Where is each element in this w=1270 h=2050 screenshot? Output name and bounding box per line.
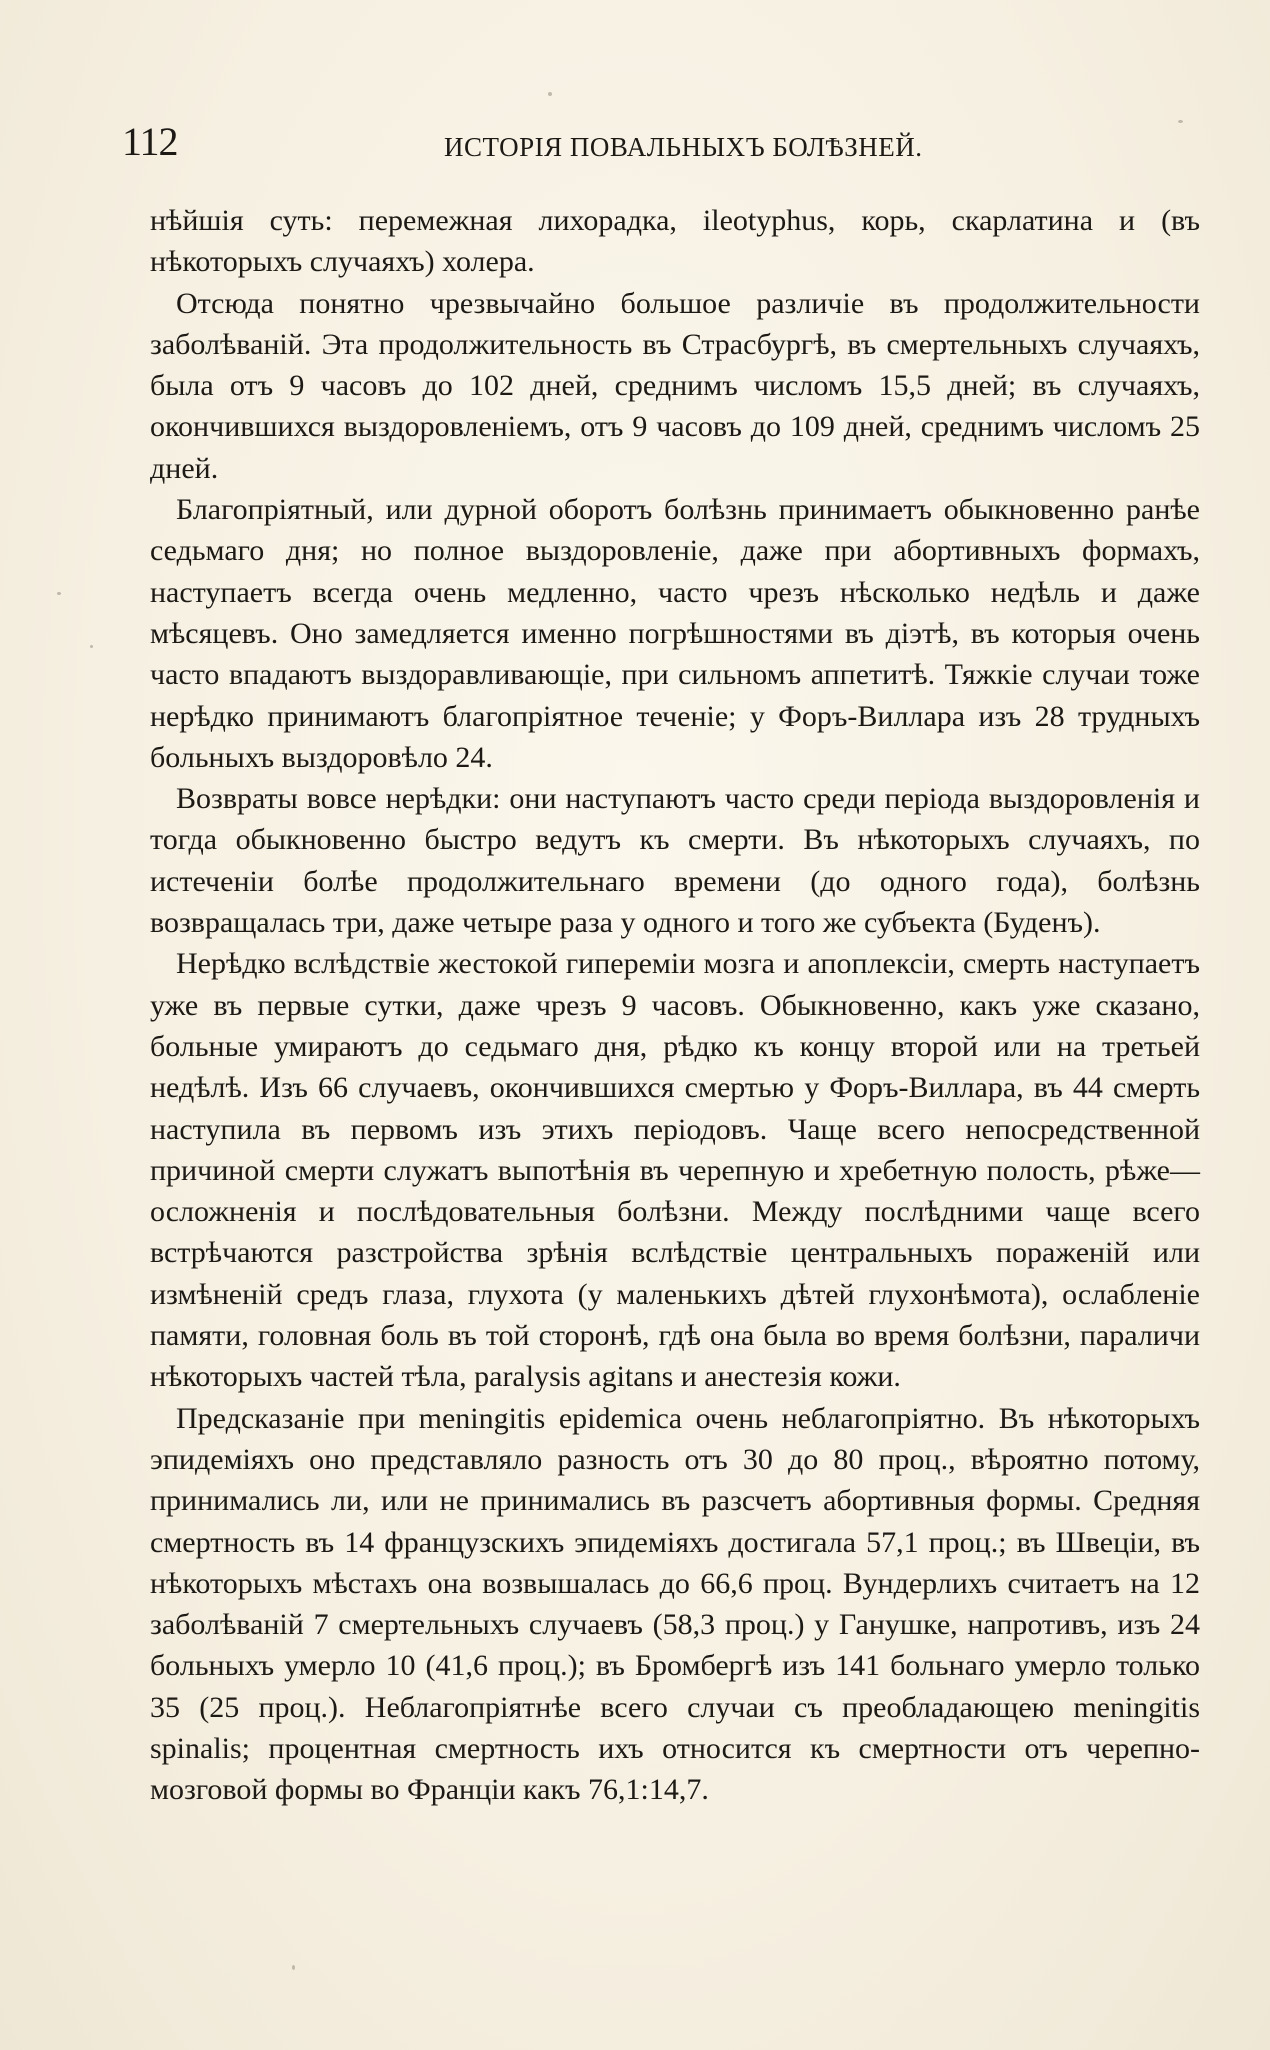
paragraph-prognosis: Предсказаніе при meningitis epidemica очень неблагопріятно. Въ нѣкоторыхъ эпидеміяхъ оно представляло разность отъ 30 до 80 проц., вѣроятно потому, принимались ли, или не принимались въ разсчетъ абортивныя формы. Средняя смертность въ 14 французскихъ эпидеміяхъ достигала 57,1 проц.; въ Швеціи, въ нѣкоторыхъ мѣстахъ она возвышалась до 66,6 проц. Вундерлихъ считаетъ на 12 заболѣваній 7 смертельныхъ случаевъ (58,3 проц.) у Ганушке, напротивъ, изъ 24 больныхъ умерло 10 (41,6 проц.); въ Бромбергѣ изъ 141 больнаго умерло только 35 (25 проц.). Неблагопріятнѣе всего случаи съ преобладающею meningitis spinalis; процентная смертность ихъ относится къ смертности отъ черепно-мозговой формы во Франціи какъ 76,1:14,7. [150, 1401, 1200, 1807]
print-speck [1178, 120, 1183, 123]
running-title: ИСТОРІЯ ПОВАЛЬНЫХЪ БОЛѢЗНЕЙ. [444, 132, 923, 162]
print-speck [90, 645, 93, 648]
page-header [122, 118, 1202, 168]
paragraph-continuation: нѣйшія суть: перемежная лихорадка, ileotyphus, корь, скарлатина и (въ нѣкоторыхъ случаяхъ) холера. [150, 204, 1200, 279]
paragraph-death-causes: Нерѣдко вслѣдствіе жестокой гипереміи мозга и апоплексіи, смерть наступаетъ уже въ первые сутки, даже чрезъ 9 часовъ. Обыкновенно, какъ уже сказано, больные умираютъ до седьмаго дня, рѣдко къ концу второй или на третьей недѣлѣ. Изъ 66 случаевъ, окончившихся смертью у Форъ-Виллара, въ 44 смерть наступила въ первомъ изъ этихъ періодовъ. Чаще всего непосредственной причиной смерти служатъ выпотѣнія въ черепную и хребетную полость, рѣже—осложненія и послѣдовательныя болѣзни. Между послѣдними чаще всего встрѣчаются разстройства зрѣнія вслѣдствіе центральныхъ пораженій или измѣненій средъ глаза, глухота (у маленькихъ дѣтей глухонѣмота), ослабленіе памяти, головная боль въ той сторонѣ, гдѣ она была во время болѣзни, параличи нѣкоторыхъ частей тѣла, paralysis agitans и анестезія кожи. [150, 947, 1200, 1394]
body-text [150, 200, 1200, 1811]
paragraph-relapses: Возвраты вовсе нерѣдки: они наступаютъ часто среди періода выздоровленія и тогда обыкновенно быстро ведутъ къ смерти. Въ нѣкоторыхъ случаяхъ, по истеченіи болѣе продолжительнаго времени (до одного года), болѣзнь возвращалась три, даже четыре раза у одного и того же субъекта (Буденъ). [150, 782, 1200, 940]
print-speck [292, 1965, 295, 1970]
paragraph-duration: Отсюда понятно чрезвычайно большое различіе въ продолжительности заболѣваній. Эта продолжительность въ Страсбургѣ, въ смертельныхъ случаяхъ, была отъ 9 часовъ до 102 дней, среднимъ числомъ 15,5 дней; въ случаяхъ, окончившихся выздоровленіемъ, отъ 9 часовъ до 109 дней, среднимъ числомъ 25 дней. [150, 286, 1200, 485]
print-speck [548, 92, 552, 96]
page-number: 112 [122, 119, 178, 164]
print-speck [57, 592, 61, 595]
paragraph-outcome: Благопріятный, или дурной оборотъ болѣзнь принимаетъ обыкновенно ранѣе седьмаго дня; но полное выздоровленіе, даже при абортивныхъ формахъ, наступаетъ всегда очень медленно, часто чрезъ нѣсколько недѣль и даже мѣсяцевъ. Оно замедляется именно погрѣшностями въ діэтѣ, въ которыя очень часто впадаютъ выздоравливающіе, при сильномъ аппетитѣ. Тяжкіе случаи тоже нерѣдко принимаютъ благопріятное теченіе; у Форъ-Виллара изъ 28 трудныхъ больныхъ выздоровѣло 24. [150, 493, 1200, 774]
